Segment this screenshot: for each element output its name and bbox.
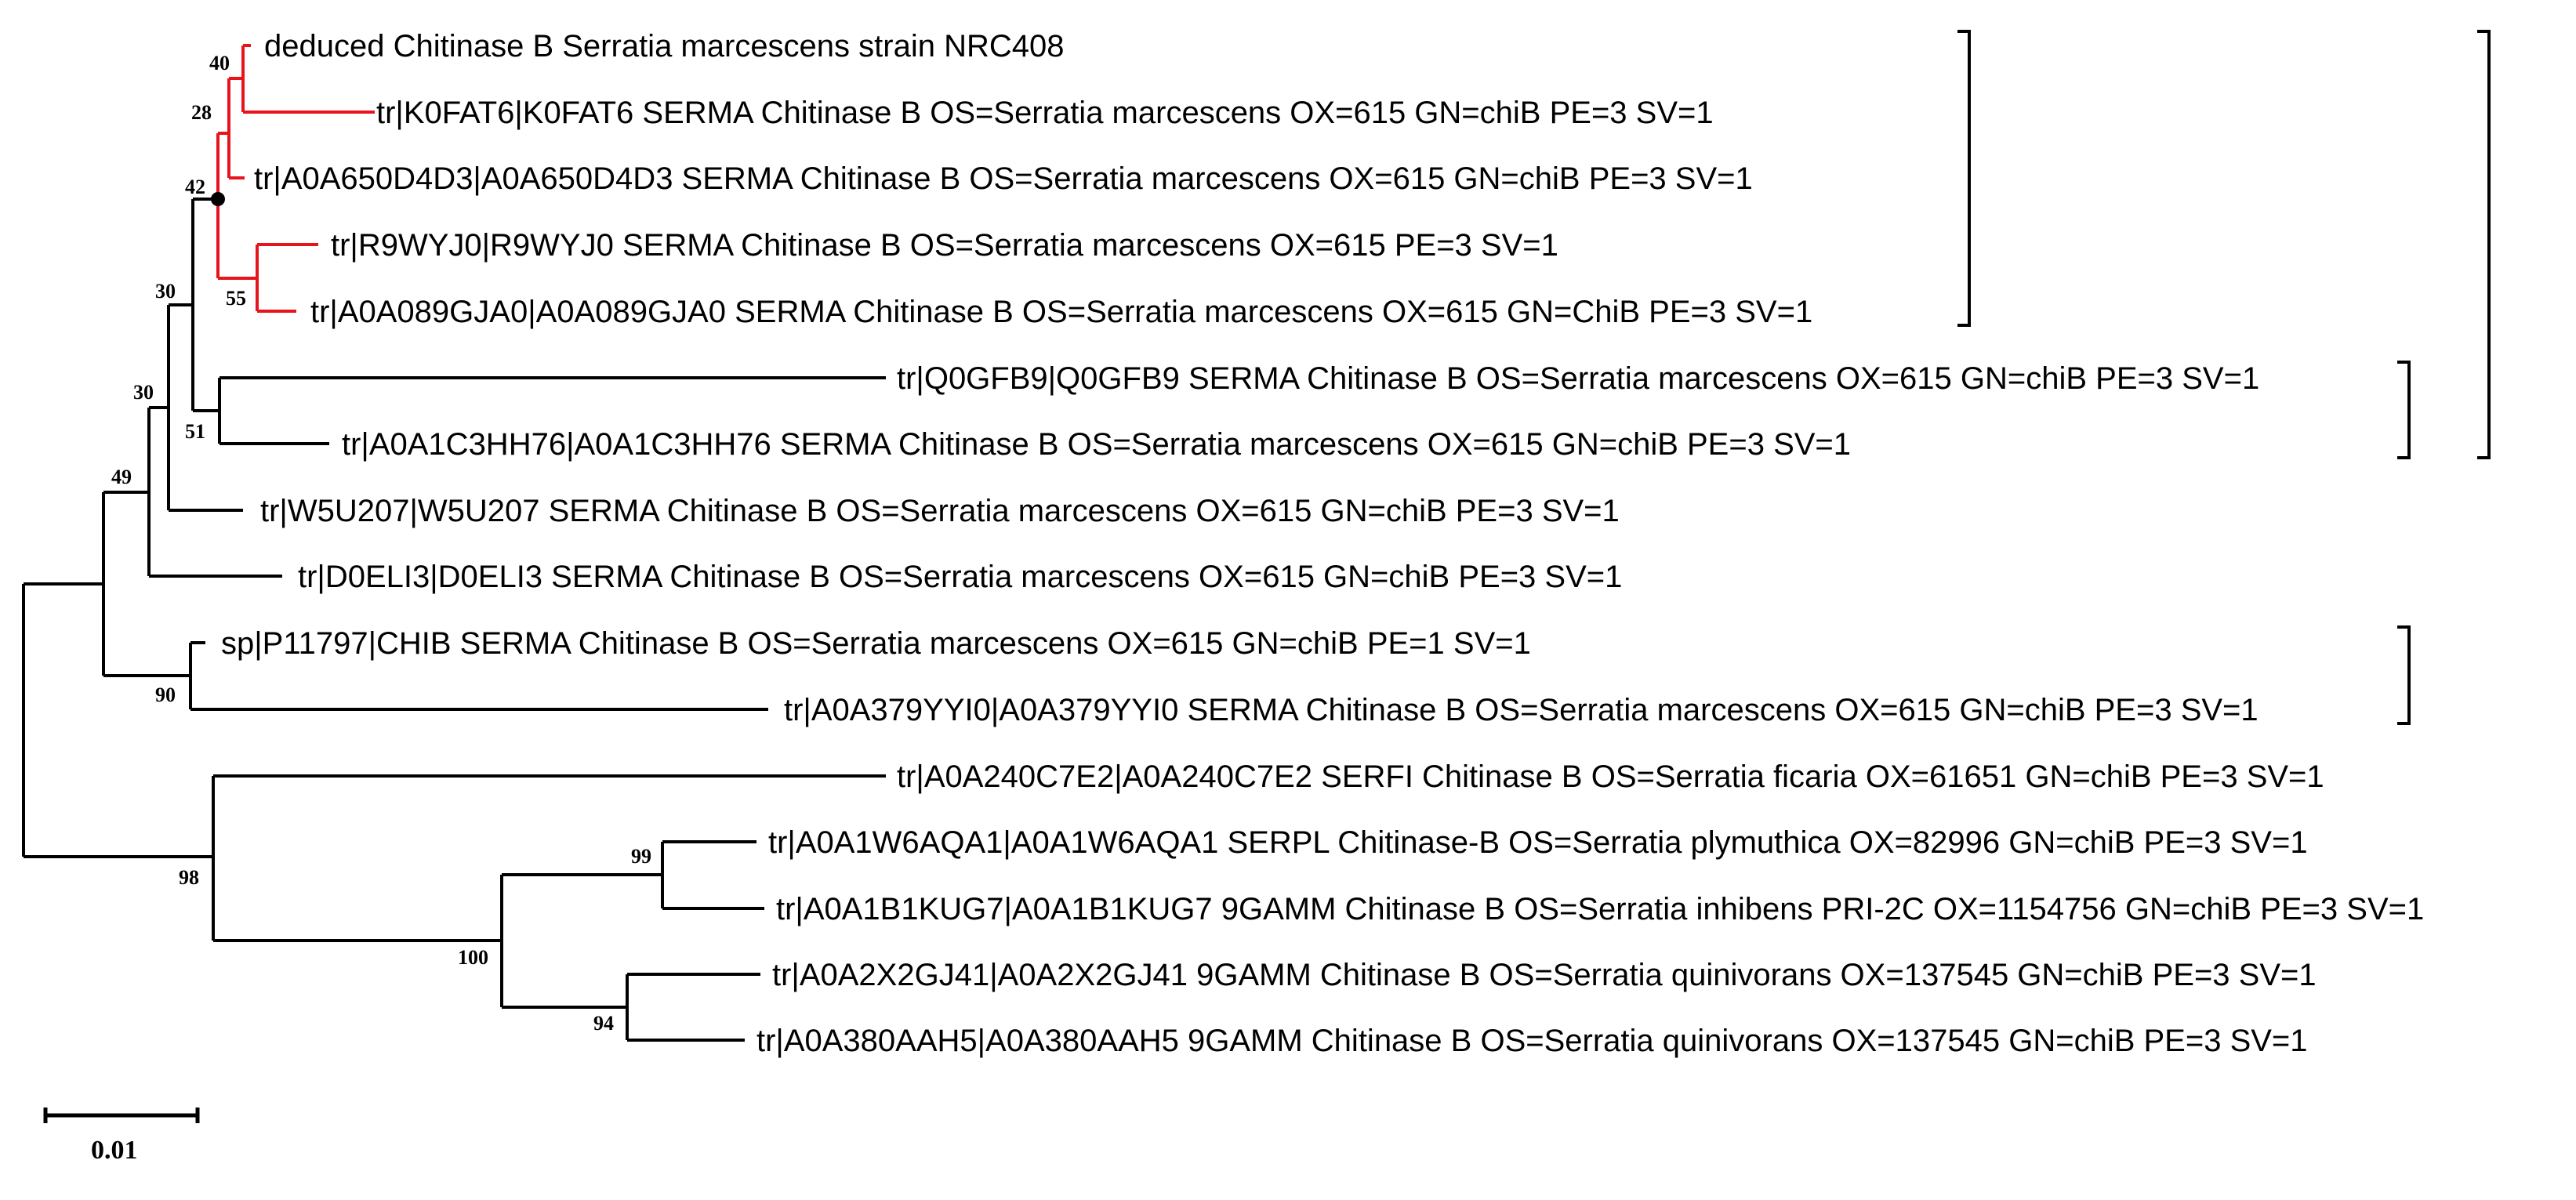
leaf-label-16: tr|A0A380AAH5|A0A380AAH5 9GAMM Chitinase B OS=Serratia quinivorans OX=137545 GN=chiB PE=3 SV=1 xyxy=(756,1024,2308,1058)
leaf-label-4: tr|R9WYJ0|R9WYJ0 SERMA Chitinase B OS=Serratia marcescens OX=615 PE=3 SV=1 xyxy=(331,228,1558,263)
leaf-label-12: tr|A0A240C7E2|A0A240C7E2 SERFI Chitinase B OS=Serratia ficaria OX=61651 GN=chiB PE=3 SV=1 xyxy=(897,760,2324,794)
leaf-label-15: tr|A0A2X2GJ41|A0A2X2GJ41 9GAMM Chitinase B OS=Serratia quinivorans OX=137545 GN=chiB PE=3 SV=1 xyxy=(772,958,2317,992)
bootstrap-value: 49 xyxy=(111,466,132,488)
bootstrap-value: 42 xyxy=(185,176,205,198)
scale-bar-label: 0.01 xyxy=(91,1136,138,1165)
leaf-label-1: deduced Chitinase B Serratia marcescens strain NRC408 xyxy=(264,29,1065,63)
cluster-bracket-3 xyxy=(2397,362,2409,458)
bootstrap-value: 90 xyxy=(155,683,176,706)
leaf-label-7: tr|A0A1C3HH76|A0A1C3HH76 SERMA Chitinase B OS=Serratia marcescens OX=615 GN=chiB PE=3 SV=1 xyxy=(342,427,1852,462)
scale-bar xyxy=(45,1108,198,1165)
bootstrap-value: 98 xyxy=(179,866,199,889)
leaf-label-2: tr|K0FAT6|K0FAT6 SERMA Chitinase B OS=Serratia marcescens OX=615 GN=chiB PE=3 SV=1 xyxy=(376,96,1714,130)
bootstrap-value: 100 xyxy=(458,946,488,969)
leaf-label-3: tr|A0A650D4D3|A0A650D4D3 SERMA Chitinase B OS=Serratia marcescens OX=615 GN=chiB PE=3 SV=1 xyxy=(254,161,1753,196)
cluster-bracket-2 xyxy=(2477,31,2489,458)
cluster-bracket-1 xyxy=(1957,31,1969,325)
node-marker xyxy=(211,192,225,206)
leaf-label-11: tr|A0A379YYI0|A0A379YYI0 SERMA Chitinase B OS=Serratia marcescens OX=615 GN=chiB PE=3 SV=1 xyxy=(784,693,2259,727)
leaf-label-10: sp|P11797|CHIB SERMA Chitinase B OS=Serratia marcescens OX=615 GN=chiB PE=1 SV=1 xyxy=(221,626,1531,661)
leaf-labels xyxy=(221,29,2424,1058)
bootstrap-value: 51 xyxy=(185,420,205,443)
bootstrap-value: 40 xyxy=(209,52,230,74)
leaf-label-13: tr|A0A1W6AQA1|A0A1W6AQA1 SERPL Chitinase-B OS=Serratia plymuthica OX=82996 GN=chiB PE=3 SV=1 xyxy=(768,825,2308,860)
bootstrap-value: 55 xyxy=(226,287,246,310)
bootstrap-value: 28 xyxy=(191,101,212,124)
bootstrap-value: 30 xyxy=(155,280,176,303)
bootstrap-value: 99 xyxy=(631,845,651,868)
leaf-label-6: tr|Q0GFB9|Q0GFB9 SERMA Chitinase B OS=Serratia marcescens OX=615 GN=chiB PE=3 SV=1 xyxy=(897,361,2260,396)
cluster-bracket-4 xyxy=(2397,627,2409,723)
leaf-label-5: tr|A0A089GJA0|A0A089GJA0 SERMA Chitinase B OS=Serratia marcescens OX=615 GN=ChiB PE=3 SV=1 xyxy=(310,295,1813,329)
leaf-label-9: tr|D0ELI3|D0ELI3 SERMA Chitinase B OS=Serratia marcescens OX=615 GN=chiB PE=3 SV=1 xyxy=(298,560,1623,594)
leaf-label-14: tr|A0A1B1KUG7|A0A1B1KUG7 9GAMM Chitinase B OS=Serratia inhibens PRI-2C OX=1154756 GN=chiB PE=3 SV=1 xyxy=(776,892,2425,926)
bootstrap-value: 94 xyxy=(593,1012,614,1035)
bootstrap-value: 30 xyxy=(133,381,154,404)
leaf-label-8: tr|W5U207|W5U207 SERMA Chitinase B OS=Serratia marcescens OX=615 GN=chiB PE=3 SV=1 xyxy=(260,494,1620,528)
